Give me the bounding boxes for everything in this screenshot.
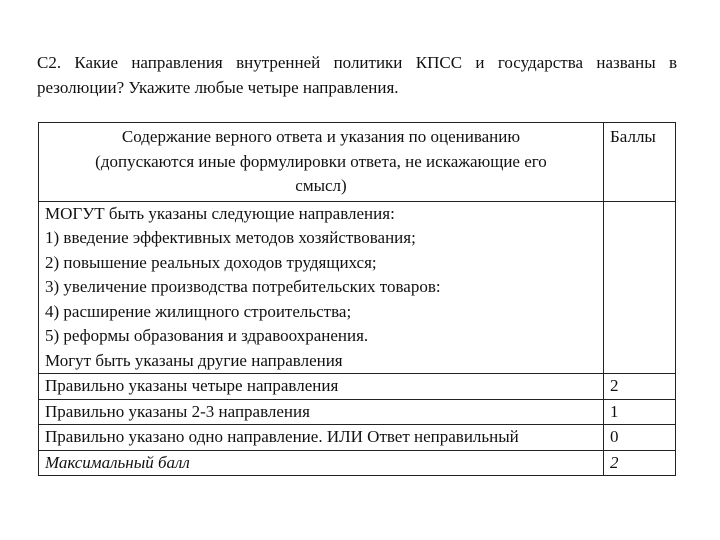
answer-line: МОГУТ быть указаны следующие направления: bbox=[45, 203, 395, 223]
scoring-table bbox=[38, 122, 676, 476]
header-content-cell bbox=[39, 123, 604, 202]
points-cell: 1 bbox=[604, 399, 676, 425]
header-points-cell: Баллы bbox=[604, 123, 676, 202]
answer-line: 1) введение эффективных методов хозяйствования; bbox=[45, 228, 416, 247]
answer-line: 3) увеличение производства потребительских товаров: bbox=[45, 277, 441, 296]
answer-content-cell bbox=[39, 201, 604, 374]
criterion-cell: Правильно указаны четыре направления bbox=[39, 374, 604, 400]
answer-line: 4) расширение жилищного строительства; bbox=[45, 301, 352, 321]
scoring-row bbox=[39, 399, 676, 425]
criterion-cell: Правильно указаны 2-3 направления bbox=[39, 399, 604, 425]
max-score-label: Максимальный балл bbox=[39, 450, 604, 476]
answer-points-cell bbox=[604, 201, 676, 374]
header-line: смысл) bbox=[295, 176, 347, 195]
points-cell: 2 bbox=[604, 374, 676, 400]
scoring-row bbox=[39, 374, 676, 400]
header-row bbox=[39, 123, 676, 202]
answer-row bbox=[39, 201, 676, 374]
scoring-row bbox=[39, 425, 676, 451]
max-score-row bbox=[39, 450, 676, 476]
answer-line: 5) реформы образования и здравоохранения. bbox=[45, 326, 369, 345]
answer-line: Могут быть указаны другие направления bbox=[45, 350, 343, 370]
points-cell: 0 bbox=[604, 425, 676, 451]
question-text: С2. Какие направления внутренней политики КПСС и государства названы в резолюции? Укажите любые четыре направления. bbox=[37, 53, 677, 97]
header-line: (допускаются иные формулировки ответа, не искажающие его bbox=[95, 151, 547, 171]
max-score-points: 2 bbox=[604, 450, 676, 476]
answer-line: 2) повышение реальных доходов трудящихся; bbox=[45, 252, 377, 272]
criterion-cell: Правильно указано одно направление. ИЛИ Ответ неправильный bbox=[39, 425, 604, 451]
header-line: Содержание верного ответа и указания по оцениванию bbox=[121, 127, 521, 146]
